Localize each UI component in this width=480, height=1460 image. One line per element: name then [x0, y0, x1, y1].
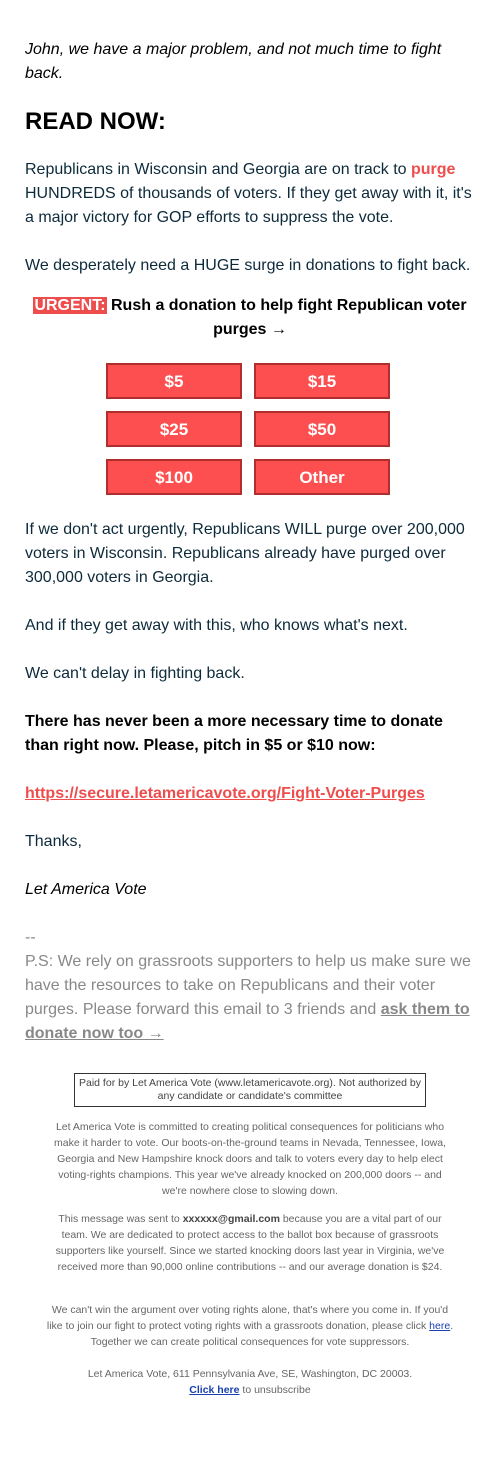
unsubscribe-text: to unsubscribe — [239, 1384, 311, 1396]
donate-other-button[interactable]: Other — [254, 459, 390, 495]
footer-join — [46, 1302, 454, 1350]
intro-text: John, we have a major problem, and not much time to fight back. — [25, 41, 442, 82]
donate-link-line — [25, 782, 475, 806]
ps-donate-link[interactable]: ask them to donate now too → — [25, 1001, 470, 1042]
ps-separator: -- — [25, 929, 36, 946]
signature: Let America Vote — [25, 881, 147, 898]
footer-sent-post: because you are a vital part of our team. We are dedicated to protect access to the ballot box because of grassroots supporters like yourself. Since we started knocking doors last year in Virginia, we've received more than 90,000 online contributions -- and our average donation is $24. — [55, 1213, 445, 1273]
donate-50-button[interactable]: $50 — [254, 411, 390, 447]
urgent-cta-text[interactable]: Rush a donation to help fight Republican voter purges → — [106, 297, 467, 338]
read-now-heading: READ NOW: — [25, 108, 166, 135]
footer-sent-to — [46, 1211, 454, 1275]
urgent-cta[interactable] — [25, 294, 475, 342]
footer-address: Let America Vote, 611 Pennsylvania Ave, SE, Washington, DC 20003. — [87, 1368, 413, 1380]
footer-join-post: . Together we can create political consequences for vote suppressors. — [90, 1320, 454, 1348]
footer-recipient-email: xxxxxx@gmail.com — [182, 1213, 280, 1225]
donate-5-button[interactable]: $5 — [106, 363, 242, 399]
paragraph-whats-next: And if they get away with this, who knows what's next. — [25, 617, 408, 634]
donate-100-button[interactable]: $100 — [106, 459, 242, 495]
footer-here-link[interactable]: here — [429, 1320, 451, 1332]
signoff: Thanks, — [25, 833, 82, 850]
paragraph-purge — [25, 158, 475, 230]
footer-address-block — [46, 1366, 454, 1398]
donate-25-button[interactable]: $25 — [106, 411, 242, 447]
footer-sent-pre: This message was sent to — [58, 1213, 183, 1225]
donate-link[interactable]: https://secure.letamericavote.org/Fight-Voter-Purges — [25, 785, 425, 802]
paragraph-purge-pre: Republicans in Wisconsin and Georgia are on track to — [25, 161, 411, 178]
paid-for-disclaimer: Paid for by Let America Vote (www.letamericavote.org). Not authorized by any candidate or candidate's committee — [74, 1073, 426, 1107]
paragraph-purge-post: HUNDREDS of thousands of voters. If they get away with it, it's a major victory for GOP efforts to suppress the vote. — [25, 185, 472, 226]
ps-paragraph — [25, 950, 475, 1046]
urgent-badge: URGENT: — [34, 297, 106, 314]
paragraph-wisconsin: If we don't act urgently, Republicans WILL purge over 200,000 voters in Wisconsin. Republicans already have purged over 300,000 voters in Georgia. — [25, 521, 465, 586]
paragraph-cant-delay: We can't delay in fighting back. — [25, 665, 245, 682]
unsubscribe-link[interactable]: Click here — [189, 1384, 240, 1396]
footer-join-pre: We can't win the argument over voting rights alone, that's where you come in. If you'd like to join our fight to protect voting rights with a grassroots donation, please click — [46, 1304, 449, 1332]
ps-text: P.S: We rely on grassroots supporters to help us make sure we have the resources to take on Republicans and their voter purges. Please forward this email to 3 friends and — [25, 953, 471, 1018]
footer-about: Let America Vote is committed to creating political consequences for politicians who make it harder to vote. Our boots-on-the-ground teams in Nevada, Tennessee, Iowa, Georgia and New Hampshire knock doors and talk to voters every day to help elect voting-rights champions. This year we've already knocked on 200,000 doors -- and we're nowhere close to slowing down. — [53, 1121, 447, 1197]
paragraph-pitch-in: There has never been a more necessary time to donate than right now. Please, pitch in $5 or $10 now: — [25, 713, 443, 754]
paragraph-surge: We desperately need a HUGE surge in donations to fight back. — [25, 257, 471, 274]
donate-15-button[interactable]: $15 — [254, 363, 390, 399]
purge-highlight: purge — [410, 161, 456, 178]
